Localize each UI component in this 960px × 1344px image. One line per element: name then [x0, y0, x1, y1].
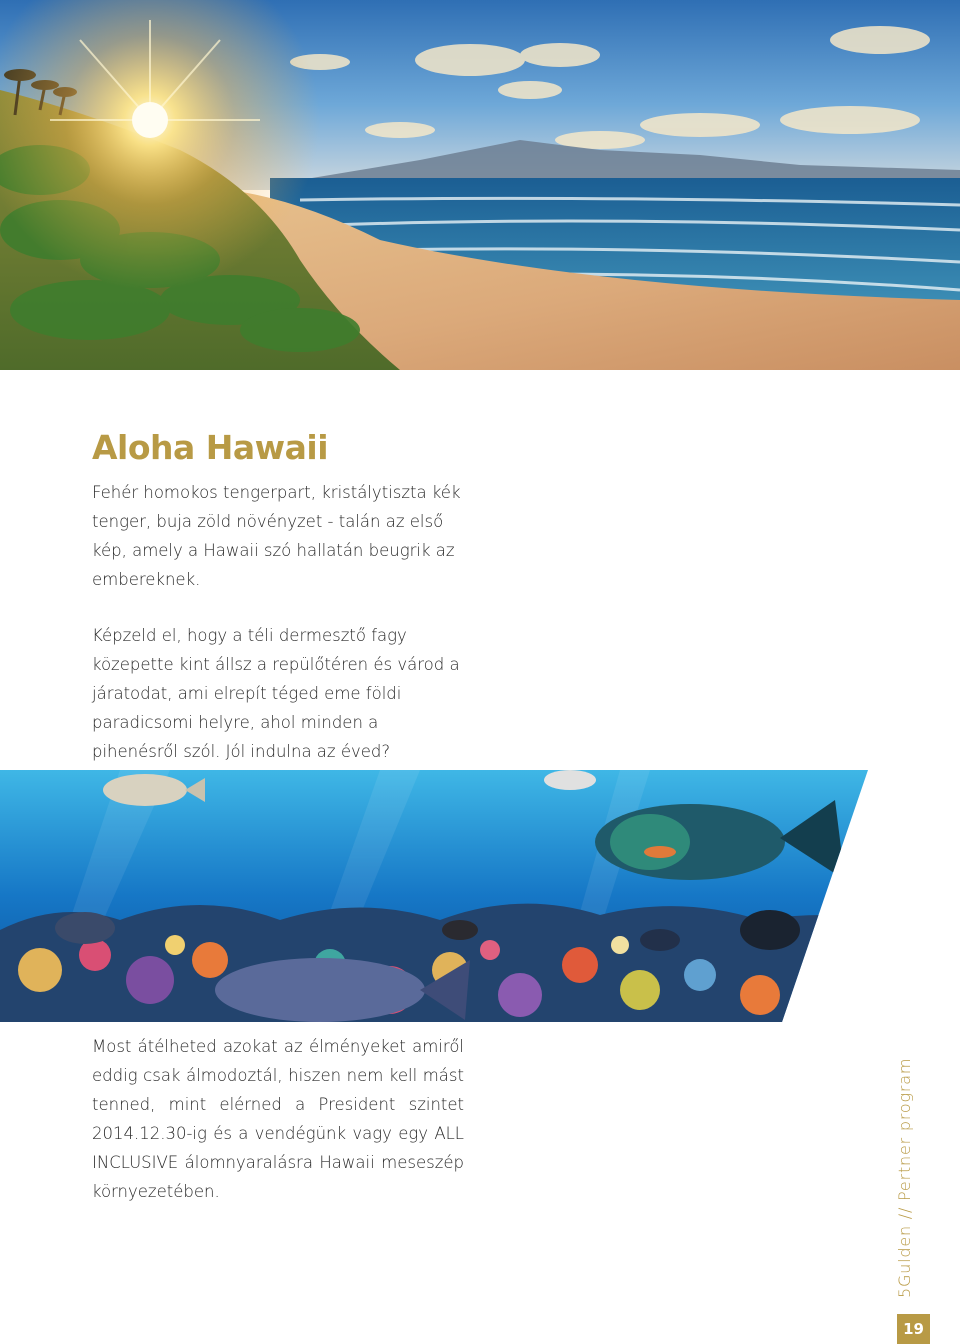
second-paragraph: Képzeld el, hogy a téli dermesztő fagy közepette kint állsz a repülőtéren és várod a járatodat, ami elrepít téged eme földi paradicsomi helyre, ahol minden a pihenésről szól. Jól indulna az éved?: [92, 626, 460, 761]
article-title: Aloha Hawaii: [92, 428, 329, 467]
intro-paragraph: Fehér homokos tengerpart, kristálytiszta kék tenger, buja zöld növényzet - talán az első kép, amely a Hawaii szó hallatán beugrik az embereknek.: [92, 483, 461, 589]
beach-sunset-photo: [0, 0, 960, 370]
page-number-badge: 19: [897, 1314, 930, 1344]
coral-reef-photo: [0, 770, 960, 1022]
closing-paragraph: Most átélheted azokat az élményeket amiről eddig csak álmodoztál, hiszen nem kell mást tenned, mint elérned a President szintet 2014.12.30-ig és a vendégünk vagy egy ALL INCLUSIVE álomnyaralásra Hawaii meseszép környezetében.: [92, 1037, 464, 1201]
section-label-vertical: 5Gulden // Pertner program: [895, 1057, 914, 1298]
